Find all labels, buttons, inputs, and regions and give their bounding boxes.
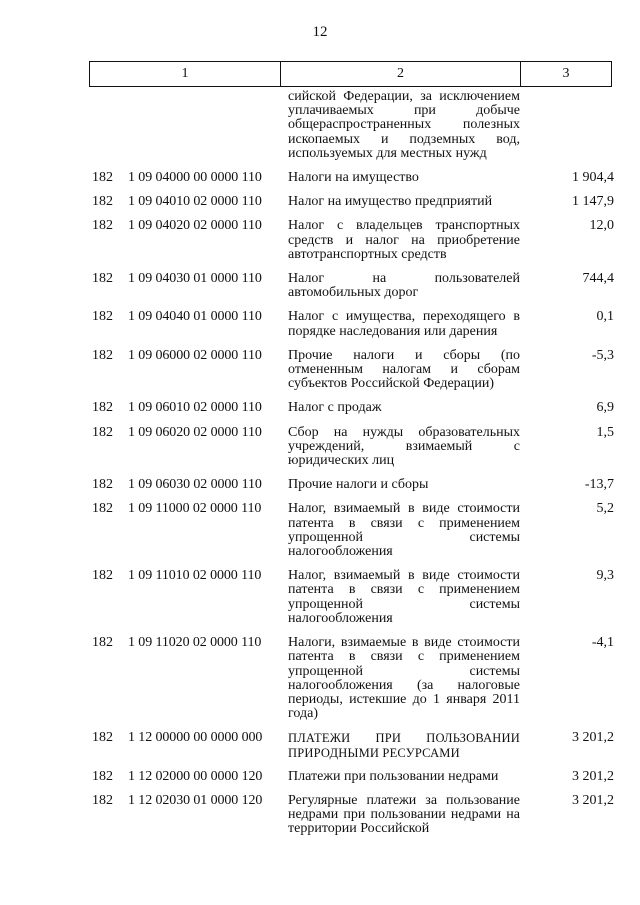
budget-classification-code: 1 12 02000 00 0000 120 [128,768,263,784]
table-row [0,88,640,171]
admin-code: 182 [92,730,113,746]
admin-code: 182 [92,792,113,808]
budget-classification-code: 1 09 11000 02 0000 110 [128,501,262,517]
revenue-name: Прочие налоги и сборы (по отмененным налогам и сборам субъектов Российской Федерации) [288,347,520,392]
table-row [0,171,640,195]
amount: 3 201,2 [572,768,614,784]
table-body [0,88,640,847]
table-row [0,478,640,502]
budget-classification-code: 1 09 04010 02 0000 110 [128,194,262,210]
amount: 744,4 [582,271,614,287]
budget-classification-code: 1 09 04040 01 0000 110 [128,309,262,325]
budget-classification-code: 1 09 11020 02 0000 110 [128,635,262,651]
admin-code: 182 [92,568,113,584]
table-row [0,310,640,348]
amount: 9,3 [596,568,614,584]
amount: 3 201,2 [572,730,614,746]
admin-code: 182 [92,400,113,416]
revenue-name: Платежи при пользовании недрами [288,768,499,784]
budget-classification-code: 1 09 06010 02 0000 110 [128,400,262,416]
table-row [0,569,640,636]
column-header-1: 1 [90,62,281,87]
admin-code: 182 [92,635,113,651]
revenue-name: ПЛАТЕЖИ ПРИ ПОЛЬЗОВАНИИ ПРИРОДНЫМИ РЕСУРСАМИ [288,731,520,760]
table-row [0,272,640,310]
revenue-name: Налог с владельцев транспортных средств и налог на приобретение автотранспортных средств [288,218,520,262]
admin-code: 182 [92,347,113,363]
table-row [0,349,640,402]
amount: 6,9 [596,400,614,416]
table-row [0,426,640,479]
amount: 1 904,4 [572,170,614,186]
revenue-name: Прочие налоги и сборы [288,477,429,493]
admin-code: 182 [92,170,113,186]
revenue-name: Налог, взимаемый в виде стоимости патента в связи с применением упрощенной системы налогообложения [288,568,520,626]
revenue-name: сийской Федерации, за исключением уплачиваемых при добыче общераспространенных полезных ископаемых и подземных вод, используемых для местных нужд [288,89,520,161]
revenue-name: Налог, взимаемый в виде стоимости патента в связи с применением упрощенной системы налогообложения [288,501,520,560]
amount: 5,2 [596,501,614,517]
amount: 0,1 [596,309,614,325]
admin-code: 182 [92,501,113,517]
table-row [0,219,640,272]
amount: -5,3 [591,347,614,363]
admin-code: 182 [92,768,113,784]
budget-classification-code: 1 09 04020 02 0000 110 [128,218,262,234]
revenue-name: Налоги, взимаемые в виде стоимости патента в связи с применением упрощенной системы налогообложения (за налоговые периоды, истекшие до 1 января 2011 года) [288,635,520,722]
amount: 12,0 [589,218,614,234]
revenue-name: Налог с продаж [288,400,382,416]
table-row [0,195,640,219]
revenue-name: Налоги на имущество [288,170,419,186]
table-row [0,731,640,769]
revenue-name: Сбор на нужды образовательных учреждений, взимаемый с юридических лиц [288,424,520,469]
admin-code: 182 [92,194,113,210]
amount: 1,5 [596,424,614,440]
admin-code: 182 [92,218,113,234]
budget-classification-code: 1 12 00000 00 0000 000 [128,730,263,746]
revenue-name: Налог с имущества, переходящего в порядке наследования или дарения [288,309,520,339]
amount: -4,1 [591,635,614,651]
amount: -13,7 [584,477,614,493]
table-header [89,61,612,87]
revenue-name: Регулярные платежи за пользование недрами при пользовании недрами на территории Российской [288,792,520,837]
budget-classification-code: 1 09 06000 02 0000 110 [128,347,262,363]
revenue-name: Налог на имущество предприятий [288,194,493,210]
table-row [0,770,640,794]
table-row [0,636,640,731]
budget-classification-code: 1 09 06030 02 0000 110 [128,477,262,493]
column-header-3: 3 [521,62,612,87]
budget-classification-code: 1 09 06020 02 0000 110 [128,424,262,440]
amount: 1 147,9 [572,194,614,210]
amount: 3 201,2 [572,792,614,808]
table-row [0,794,640,847]
admin-code: 182 [92,271,113,287]
admin-code: 182 [92,477,113,493]
column-header-2: 2 [281,62,521,87]
budget-classification-code: 1 09 04030 01 0000 110 [128,271,262,287]
admin-code: 182 [92,309,113,325]
table-row [0,401,640,425]
revenue-name: Налог на пользователей автомобильных дорог [288,271,520,301]
admin-code: 182 [92,424,113,440]
table-row [0,502,640,569]
budget-classification-code: 1 09 11010 02 0000 110 [128,568,262,584]
budget-classification-code: 1 12 02030 01 0000 120 [128,792,263,808]
budget-classification-code: 1 09 04000 00 0000 110 [128,170,262,186]
page-number: 12 [312,24,328,40]
